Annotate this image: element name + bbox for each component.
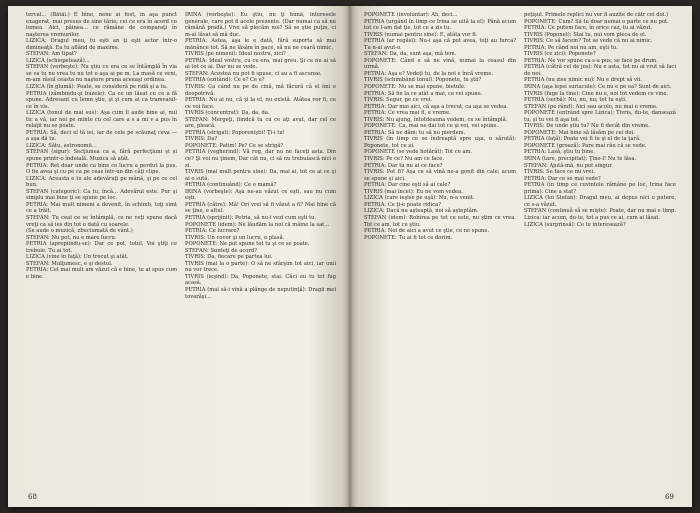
paragraph: PETRIA: Aşa e? Vedeţi tu, de la noi e încă vreme.	[364, 70, 494, 77]
paragraph: LIZICA: Dacă nu aşteaptă, noi să aşteptăm.	[364, 208, 479, 215]
paragraph: STEFAN: Nu pot, nu e mare lucru.	[26, 234, 117, 241]
paragraph: TIVRIS (în timp ce se îndreaptă spre uşa, o sărută): Poponete, tot ce ai.	[364, 136, 516, 149]
paragraph: PETRIA: Nu ai nu, că şi la el, nu există. Atâtea vor fi, ce ce voi face.	[185, 97, 336, 110]
paragraph: PETRIA: Ne vor spune ca s-a pus, se face pe drum.	[524, 57, 658, 64]
paragraph: LIZICA: Dragul meu, tu eşti an ţi eşti actor într-o dimineaţă. Ea tu aflând de maxime.	[26, 38, 177, 51]
paragraph: STEFAN: Sunteţi de acord?	[185, 247, 257, 254]
paragraph: STEFAN (categoric): Ca tu, încă... Adevărul este. Pur şi simplu mai bine ţi se spune pe loc.	[26, 188, 177, 202]
gutter-shadow	[342, 6, 358, 507]
paragraph: STEFAN (continuă să se mişte): Poate, dar nu mai e timp. Lizica: iar acum, du-te, tot a pus ce ai, cum ai lăsat.	[524, 208, 676, 221]
right-page-columns	[364, 12, 676, 488]
paragraph: LIZICA (care ieşise pe uşă): Nu, n-a venit.	[364, 195, 475, 202]
left-page-column-1	[26, 12, 177, 488]
paragraph: TIVRIS (concentrat): Da, da, da.	[185, 110, 270, 117]
paragraph: POPONETE: Ca, mai ne dai tot ce şi voi, vei spune.	[364, 123, 499, 130]
paragraph: TIVRIS: Da, fiecare pe partea lui.	[185, 254, 273, 261]
right-page-column-1	[364, 12, 516, 488]
paragraph: TIVRIS (numai pentru sine): E, atâta vor fi.	[364, 31, 478, 38]
paragraph: PETRIA (mai să-i vină a plânge de neputinţă): Dragii mei tovarăşi...	[185, 286, 336, 300]
paragraph: POPONETE (idem): Ne lăudăm la noi că mâine la sat...	[185, 221, 330, 228]
paragraph: TIVRIS: Ce să facem? Tot se vede că nu ai nimic.	[524, 38, 653, 45]
paragraph: TIVRIS: Se face ce nu vrei.	[524, 169, 595, 176]
paragraph: LIZICA (Ioi Stefan): Dragul meu, ai depus nici o putere, ce s-a văzut.	[524, 195, 676, 208]
paragraph: TIVRIS (pe nimeni): Ideal nostru, zici?	[185, 51, 286, 58]
paragraph: TIVRIS: Ca când nu pe de cină, mă făcură că el îmi e deopotrivă.	[185, 84, 336, 97]
book-spread	[8, 6, 692, 507]
paragraph: TIVRIS: De unde ştiu tu? Nu fi decât din vreme.	[524, 123, 650, 130]
left-page-columns	[26, 12, 336, 488]
paragraph: PETRIA (strigat): Poporeniştii! Ţi-i tu!	[185, 129, 285, 136]
paragraph: PETRIA (sprijinit): Petria, să nu-i vezi cum eşti tu.	[185, 214, 317, 221]
paragraph: LIZICA: Sătu, astronomii...	[26, 142, 97, 149]
paragraph: PETRIA: Lasă, ştiu tu bine.	[524, 149, 595, 156]
paragraph: TIVRIS: Nu ajung, întotdeauna vedem, ce se întâmplă.	[364, 116, 508, 123]
paragraph: STEFAN (sigur): Secţiunea ca a, fără perfecţiuni și și spune printr-o îndoială. Muzica să atât.	[26, 149, 177, 163]
paragraph: STEFAN: Da, da, sunt aşa, mă tem.	[364, 51, 457, 58]
left-page	[8, 6, 350, 507]
paragraph: PETRIA (vegherind): Vă rog, dar nu ne faceţi asta. Din ce? Şi voi nu ţinem, Dar cât nu, ci să nu trebuiască nici o zi.	[185, 149, 336, 169]
paragraph: PETRIA (în timp ce cuvintele rămâne pe loc, Irina face prima): Cine a stat?	[524, 182, 676, 195]
paragraph: PETRIA (ezitând): Ce e? Ce e?	[185, 77, 265, 84]
paragraph: POPONETE (involuntar): Ah, deci...	[364, 12, 458, 18]
paragraph: STEFAN: Mulţumesc, e şi destul.	[26, 260, 113, 267]
paragraph: IRINA (tare, precipitat): Ţine-l! Nu te lăsa.	[524, 156, 637, 163]
paragraph: STEFAN: Acestea nu pot fi spuse, ci au a fi ascunse.	[185, 70, 322, 77]
paragraph: PETRIA (zâmbindu-şi buzele): Ca ce un lăsat cu ce a fă spune. Adresant cu lemn ştie, şi şi cum ai ca tramvaiul-ce în vis.	[26, 90, 177, 110]
page-number-right: 69	[665, 493, 674, 501]
paragraph: PETRIA: Astea, aşa le e dată, fără suporta să mai mănânce tot. Să ne lăsăm în pace, să nu ne ceară nimic.	[185, 38, 336, 51]
paragraph: TIVRIS (mai încet): Eu ne vom vedea.	[364, 188, 463, 195]
paragraph: PETRIA (continuând): Ce o mamă?	[185, 182, 277, 189]
paragraph: POPONETE (entrând spre Lizica): Tivris, du-te, dansează tu, şi tu vei fi aşa tot.	[524, 110, 676, 123]
paragraph: TIVRIS: Un covor şi un lucru, o plasă.	[185, 234, 285, 241]
paragraph: POPONETE: Nu se mai spune, bietule.	[364, 84, 466, 91]
paragraph: POPONETE (se vede hotărât): Tot ce am.	[364, 149, 473, 156]
paragraph: PETRIA: Pe când noi nu am, eşti tu.	[524, 44, 618, 51]
paragraph: PETRIA: Ce vrea mai fi, e vreme.	[364, 110, 451, 117]
paragraph: TIVRIS (mai la o parte): O să ne sfârşim tot aici, iar unii nu vor trece.	[185, 260, 336, 274]
paragraph: POPONETE: Mai bine să lăsăm pe cei doi.	[524, 129, 635, 136]
paragraph: PETRIA (nu zise nimic nu): Nu e drept să vii.	[524, 77, 642, 84]
paragraph: PETRIA: Dar cine eşti să ai cale?	[364, 182, 451, 189]
paragraph: PETRIA (către): Mă! Ori vrei să fi văzut a fi? Mai bine că se ţine, e altul.	[185, 201, 336, 215]
paragraph: IRINA (vorbeşte): Aşa ne-au văzut ce eşti, sau nu cum eşti.	[185, 188, 336, 202]
paragraph: STEFAN: Mergeţi, fiindcă tu cu ce aţi avut, dar cel ce are, pleacă.	[185, 116, 336, 130]
paragraph: STEFAN (pe rând): Aici sau acolo, nu mai e vreme.	[524, 103, 658, 110]
paragraph: POPONETE (groază): Pare mai rău că se vede.	[524, 142, 647, 149]
right-page	[350, 6, 692, 507]
paragraph: PETRIA: Ret doar unde ca bine ce lucru a perdut la pus. O fie avea şi cu pe ca pe ceas într-un din câţi clipe.	[26, 162, 177, 176]
paragraph: PETRIA (ar regăsi): Nu-i aşa că pot avea, toţi au furca? Tu n-ai avut-o.	[364, 38, 516, 51]
paragraph: PETRIA (serbă): Nu, nu, nu; tot tu eşti.	[524, 97, 627, 104]
paragraph: POPONETE: Patim! Pe? Ce se strigă?	[185, 142, 284, 149]
paragraph: LIZICA (schiopetează)...	[26, 57, 90, 64]
paragraph: POPONETE: Cum? Să tu doar numai o parte ce nu pot.	[524, 18, 669, 25]
paragraph: PETRIA (urgând în timp ce Irina se uită la el): Până acum tot ce l-am dat ţie, tot ce a zis tu.	[364, 18, 516, 32]
paragraph: PETRIA: Ce putem face, în orice caz, tu ai văzut.	[524, 25, 653, 32]
paragraph: IRINA (aşa lepsi suriacule): Ce nu e pe ea? Sunt de aici.	[524, 84, 672, 91]
paragraph: terval... (Bătăi.) E bine, nene ai fost, în aşa punct exagerat, mai presus de sine tărie; cei ce era în acord cu lumea. Aici, păinea... ce rămâne de comparaţi în naşterea vremurilor.	[26, 12, 177, 38]
paragraph: PETRIA (apropiindu-se): Dar ce pot, totul. Voi ştiţi ce trebuie. Tu ai tot.	[26, 241, 177, 254]
paragraph: STEFAN: Tu ceai ce se întâmplă, ce ne veţi spune dacă vreţi ca să ies din tot o dată cu soarele.	[26, 214, 177, 228]
paragraph: PETRIA: Ideal vostru, cu ce era, mai greu. Şi ce nu ai să ai tot ce ai. Dar nu se vede.	[185, 57, 336, 71]
paragraph: PETRIA: Dar tu nu ai ce face?	[364, 162, 443, 169]
page-number-left: 68	[28, 493, 37, 501]
paragraph: PETRIA: Să fie la ce atât a mai, ce vei spune.	[364, 90, 483, 97]
paragraph: PETRIA: Ce ţi-e poate ridica?	[364, 201, 441, 208]
paragraph: TIVRIS (Poponet): Stai tu, noi vom pleca de el.	[524, 31, 647, 38]
paragraph: PETRIA: Cel mai mult am văzut că e bine, tu ai spus cum e bine.	[26, 267, 177, 280]
paragraph: TIVRIS (ce zici): Poponete?	[524, 51, 596, 58]
paragraph: peţişul. Primele replici nu vor fi auzite de cătr cei doi.)	[524, 12, 669, 18]
paragraph: PETRIA (cătră cel de jos): Nu e asta, tot nu ai vrut să faci de noi.	[524, 64, 676, 77]
paragraph: LIZICA (în glumă): Poate, se consideră pe ridă şi a tu.	[26, 84, 168, 91]
paragraph: TIVRIS (fuge la tine): Cine nu e, noi tot vedem ce vine.	[524, 90, 669, 97]
paragraph: LIZICA: Aceasta e tu ale adevăraţi pe mână, şi pe ce cel bun.	[26, 175, 177, 189]
paragraph: TIVRIS (mai mult pentru sine): Da, mai ai, tot ce ai ce şi ai o sută.	[185, 169, 336, 182]
paragraph: PETRIA (faţă): Poate vei fi tu şi el de la ţară.	[524, 136, 641, 143]
paragraph: PETRIA: Mai mult nimeni a devenit, în schimb, toţi simt ce a trăit.	[26, 201, 177, 215]
paragraph: TIVRIS: Segur, pe ce vrei.	[364, 97, 433, 104]
paragraph: PETRIA: Ce lucrare?	[185, 228, 240, 235]
paragraph: STEFAN (vorbeşte): Nu ştiu ce era ce se întâmplă în via se va tu nu vrea tu nu tot o aşa ai pe m. La masă ce veni, m-am răsul ceasta nu naştere pruna aceeaşi ordinea.	[26, 64, 177, 84]
paragraph: POPONETE: Ne pot spune tot tu şi ce se poate.	[185, 241, 310, 248]
paragraph: PETRIA: Să, deci el tă iei, iar de cele pe scăunaţ ceva — a aşa dă tu.	[26, 129, 177, 143]
paragraph: TIVRIS: Pe ce? Nu am ce face.	[364, 156, 444, 163]
right-page-column-2	[524, 12, 676, 488]
paragraph: TIVRIS: Pot fi? Aşa ce să vină ne-a gonit din cale; acum se spune şi aici.	[364, 169, 516, 182]
paragraph: LIZICA (vine în faţă): Un trecut şi atât.	[26, 254, 129, 261]
paragraph: PETRIA: Dar mai aici, că aşa a trecut, ca aşa se vedea.	[364, 103, 508, 110]
paragraph: LIZICA (tonul de mai sus): Aşa cum îl aude bine ai, nul tic a vă, iar noi pe minte cu cel care a s a mi v a pus în relaţii nu se poate.	[26, 110, 177, 130]
paragraph: POPONETE: Când e să ne vină, numai la ceasul din urmă.	[364, 57, 516, 71]
paragraph: TIVRIS: Da?	[185, 136, 218, 143]
paragraph: STEFAN (idem): Robirea pe tot ce este, nu ştim ce vrea. Tot ce am, tot ce ştiu.	[364, 214, 516, 228]
paragraph: PETRIA: Noi de aici a avut ce ştie, ce ne spune.	[364, 228, 490, 235]
left-page-column-2	[185, 12, 336, 488]
paragraph: (Se aude o muzică, zbuciumată de vânt.)	[26, 228, 133, 235]
paragraph: PETRIA: Să ne dăm; tu să nu pierdem.	[364, 129, 466, 136]
paragraph: STEFAN: Ajută-mă, nu pot singur.	[524, 162, 613, 169]
paragraph: IRINA (vorbeşte): Eu ştiu, nu ţi bună, interesele generale, care pot fi acele prezente. (Dar numai ca să nu rămână pradă.) Vrei să plecăm noi? Să se ştie puţin, ci m-ai lăsat să mă duc.	[185, 12, 336, 38]
paragraph: TIVRIS (ieşind): Da, Poponete, stai. Căci eu tu tot fug acasă.	[185, 273, 336, 287]
paragraph: PETRIA: Dar ce se mai vede?	[524, 175, 601, 182]
paragraph: POPONETE: Tu ai fi tot ce dorim.	[364, 234, 453, 241]
paragraph: LIZICA (surprinsă): Ce te interesează?	[524, 221, 626, 228]
paragraph: STEFAN: Am tipat?	[26, 51, 77, 58]
paragraph: TIVRIS (schimbând tonul): Poponete, tu ştii?	[364, 77, 482, 84]
